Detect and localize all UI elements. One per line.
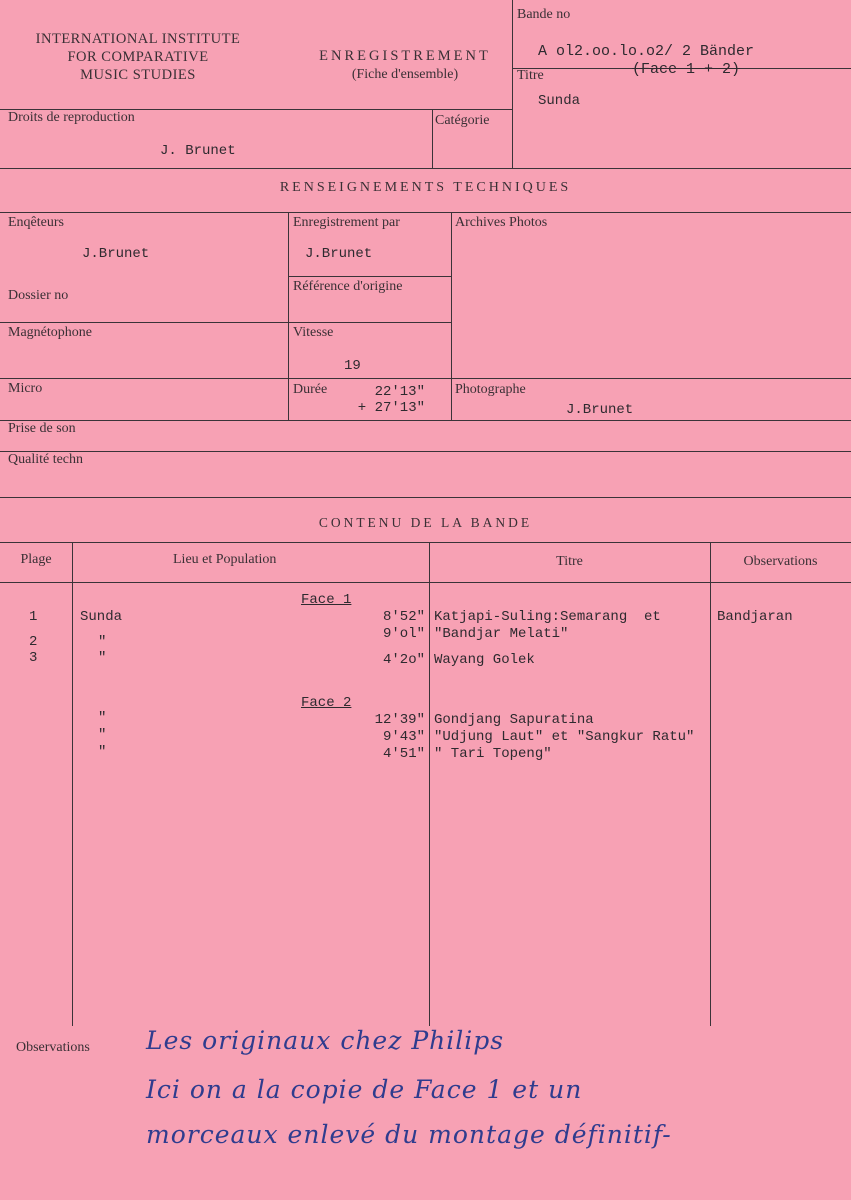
observations-label: Observations [16, 1040, 90, 1055]
face-1-label: Face 1 [301, 592, 352, 608]
prise-de-son-label: Prise de son [8, 421, 76, 436]
rule [432, 109, 433, 168]
handwritten-note-line: morceaux enlevé du montage définitif- [146, 1120, 672, 1149]
enqueteurs-value: J.Brunet [82, 246, 150, 262]
technical-section-title: RENSEIGNEMENTS TECHNIQUES [279, 180, 572, 195]
rule [512, 0, 513, 168]
column-header-observations: Observations [743, 554, 818, 569]
titre-cell: Wayang Golek [434, 652, 535, 668]
contents-section-title: CONTENU DE LA BANDE [318, 515, 533, 530]
bande-struck-note: (Face 1 + 2) [632, 61, 741, 78]
categorie-label: Catégorie [435, 113, 490, 128]
rule [710, 542, 711, 1026]
enregistrement-value: J.Brunet [305, 246, 373, 262]
plage-number: 1 [29, 609, 38, 625]
titre-value: Sunda [538, 93, 581, 109]
rule [0, 497, 851, 498]
titre-cell: Gondjang Sapuratina [434, 712, 594, 728]
lieu-cell: " [98, 634, 107, 650]
institute-name [0, 30, 276, 84]
handwritten-note-line: Ici on a la copie de Face 1 et un [146, 1075, 583, 1104]
titre-cell: " Tari Topeng" [434, 746, 552, 762]
institute-line: MUSIC STUDIES [80, 67, 196, 83]
duration-cell: 9'43" [382, 729, 425, 745]
column-header-lieu: Lieu et Population [173, 552, 277, 567]
archives-label: Archives Photos [455, 215, 548, 230]
vitesse-label: Vitesse [293, 325, 334, 340]
lieu-cell: " [98, 744, 107, 760]
duration-cell: 8'52" [382, 609, 425, 625]
reference-label: Référence d'origine [293, 279, 403, 294]
photographe-value: J.Brunet [566, 402, 634, 418]
lieu-cell: " [98, 650, 107, 666]
titre-cell: "Udjung Laut" et "Sangkur Ratu" [434, 729, 695, 745]
face-2-label: Face 2 [301, 695, 352, 711]
rule [0, 451, 851, 452]
duration-cell: 12'39" [374, 712, 425, 728]
rule [288, 276, 451, 277]
rule [0, 378, 851, 379]
rule [72, 542, 73, 1026]
rule [0, 212, 851, 213]
enregistrement-label: Enregistrement par [293, 215, 400, 230]
duration-cell: 4'51" [382, 746, 425, 762]
titre-label: Titre [517, 68, 544, 83]
form-title: ENREGISTREMENT [319, 48, 491, 64]
titre-cell: Katjapi-Suling:Semarang et [434, 609, 661, 625]
plage-number: 3 [29, 650, 38, 666]
form-subtitle: (Fiche d'ensemble) [351, 67, 459, 82]
plage-number: 2 [29, 634, 38, 650]
droits-value: J. Brunet [160, 143, 236, 159]
photographe-label: Photographe [455, 382, 526, 397]
duree-value: 22'13" [374, 384, 425, 400]
qualite-label: Qualité techn [8, 452, 84, 467]
rule [429, 542, 430, 1026]
vitesse-value: 19 [344, 358, 361, 374]
magnetophone-label: Magnétophone [8, 325, 92, 340]
droits-label: Droits de reproduction [8, 110, 135, 125]
rule [0, 322, 451, 323]
lieu-cell: " [98, 727, 107, 743]
rule [0, 542, 851, 543]
duration-cell: 4'2o" [382, 652, 425, 668]
rule [288, 212, 289, 420]
institute-line: INTERNATIONAL INSTITUTE [35, 31, 241, 47]
column-header-plage: Plage [20, 552, 52, 567]
institute-line: FOR COMPARATIVE [67, 49, 209, 65]
handwritten-note-line: Les originaux chez Philips [146, 1026, 505, 1055]
duration-cell: 9'ol" [382, 626, 425, 642]
observations-cell: Bandjaran [717, 609, 793, 625]
rule [0, 582, 851, 583]
rule [0, 420, 851, 421]
duree-value: + 27'13" [357, 400, 425, 416]
enqueteurs-label: Enqêteurs [8, 215, 64, 230]
micro-label: Micro [8, 381, 43, 396]
bande-value: A ol2.oo.lo.o2/ 2 Bänder [538, 43, 755, 60]
rule [451, 212, 452, 420]
dossier-label: Dossier no [8, 288, 69, 303]
bande-label: Bande no [517, 7, 571, 22]
column-header-titre: Titre [556, 554, 583, 569]
lieu-cell: Sunda [80, 609, 123, 625]
rule [0, 168, 851, 169]
titre-cell: "Bandjar Melati" [434, 626, 569, 642]
lieu-cell: " [98, 710, 107, 726]
duree-label: Durée [293, 382, 328, 397]
